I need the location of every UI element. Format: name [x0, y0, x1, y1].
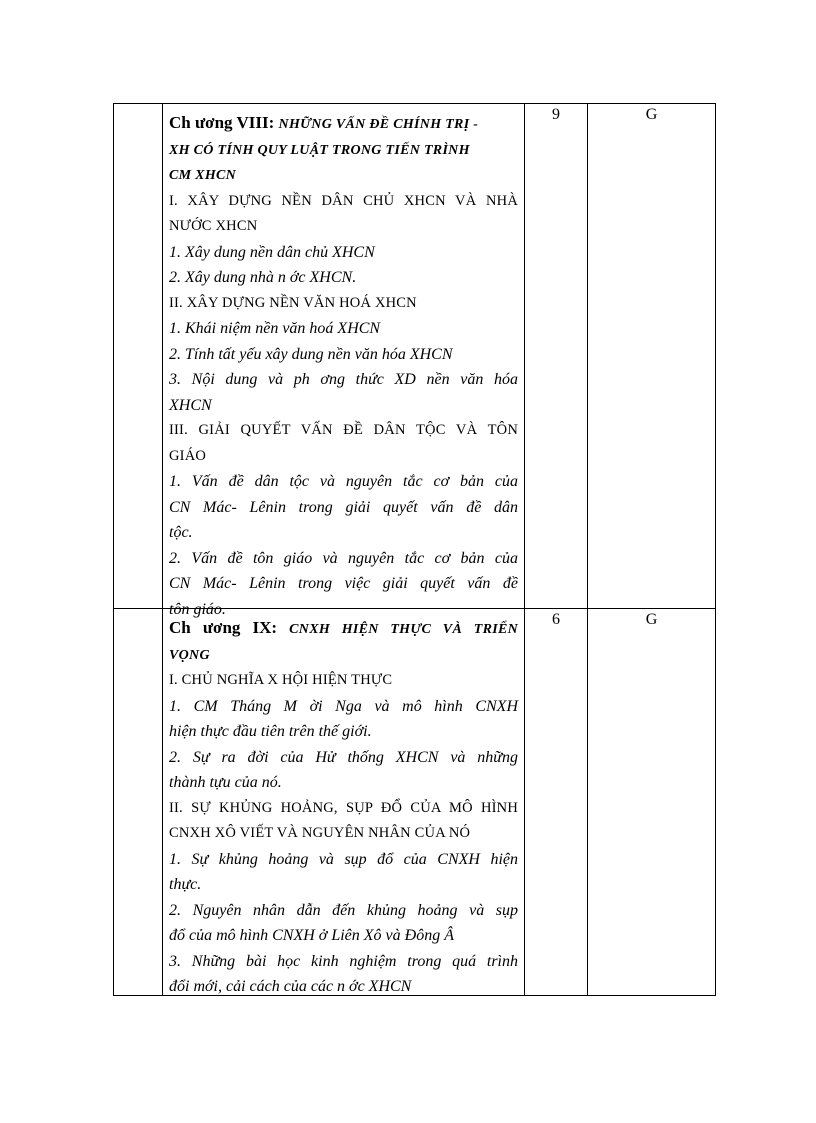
row-number-cell [114, 104, 163, 609]
list-item: 3. Nội dung và ph ơng thức XD nền văn hóa [169, 371, 518, 388]
section-heading: II. XÂY DỰNG NỀN VĂN HOÁ XHCN [169, 294, 417, 311]
section-heading: I. XÂY DỰNG NỀN DÂN CHỦ XHCN VÀ NHÀ [169, 192, 518, 209]
chapter-title: CNXH HIỆN THỰC VÀ TRIỂN [289, 622, 519, 637]
chapter-body [169, 189, 518, 623]
method-cell: G [588, 104, 716, 609]
chapter-heading [169, 110, 518, 138]
chapter-heading [169, 615, 518, 643]
section-heading: GIÁO [169, 447, 207, 464]
section-heading: I. CHỦ NGHĨA X HỘI HIỆN THỰC [169, 672, 393, 688]
table-row [114, 104, 716, 609]
list-item: CN Mác- Lênin trong giải quyết vấn đề dân [169, 498, 518, 516]
list-item: 1. CM Tháng M ời Nga và mô hình CNXH [169, 697, 518, 715]
section-heading: NƯỚC XHCN [169, 218, 258, 234]
list-item: CN Mác- Lênin trong việc giải quyết vấn đề [169, 575, 518, 592]
list-item: 2. Tính tất yếu xây dung nền văn hóa XHCN [169, 345, 453, 363]
chapter-title: NHỮNG VẤN ĐỀ CHÍNH TRỊ - [278, 117, 479, 132]
list-item: 2. Sự ra đời của Hử thống XHCN và những [169, 748, 518, 766]
curriculum-table [113, 103, 716, 996]
list-item: 3. Những bài học kinh nghiệm trong quá trình [169, 952, 518, 970]
chapter-body [169, 668, 518, 1000]
chapter-title-line: CM XHCN [169, 168, 237, 183]
list-item: đổi mới, cải cách của các n ớc XHCN [169, 978, 412, 995]
chapter-label: Ch ương IX: [169, 618, 278, 637]
list-item: thành tựu của nó. [169, 774, 282, 791]
list-item: 2. Nguyên nhân dẫn đến khủng hoảng và sụp [169, 901, 518, 919]
table-row [114, 609, 716, 996]
list-item: hiện thực đầu tiên trên thế giới. [169, 723, 372, 740]
section-heading: II. SỰ KHỦNG HOẢNG, SỤP ĐỔ CỦA MÔ HÌNH [169, 799, 518, 816]
content-cell [163, 104, 525, 618]
list-item: tộc. [169, 524, 193, 541]
chapter-title-line: VỌNG [169, 647, 210, 663]
row-number-cell [114, 609, 163, 996]
list-item: đổ của mô hình CNXH ở Liên Xô và Đông Â [169, 927, 454, 944]
list-item: 2. Vấn đề tôn giáo và nguyên tắc cơ bản của [169, 549, 518, 567]
list-item: tôn giáo. [169, 600, 226, 618]
section-heading: CNXH XÔ VIẾT VÀ NGUYÊN NHÂN CỦA NÓ [169, 825, 471, 841]
content-cell [163, 609, 525, 996]
list-item: XHCN [169, 396, 212, 414]
list-item: 1. Vấn đề dân tộc và nguyên tắc cơ bản của [169, 473, 518, 490]
method-cell: G [588, 609, 716, 996]
section-heading: III. GIẢI QUYẾT VẤN ĐỀ DÂN TỘC VÀ TÔN [169, 422, 518, 438]
chapter-label: Ch ương VIII: [169, 113, 275, 132]
list-item: 1. Sự khủng hoảng và sụp đổ của CNXH hiện [169, 850, 518, 868]
list-item: 2. Xây dung nhà n ớc XHCN. [169, 269, 357, 286]
list-item: 1. Khái niệm nền văn hoá XHCN [169, 320, 381, 337]
chapter-title-line: XH CÓ TÍNH QUY LUẬT TRONG TIẾN TRÌNH [169, 142, 470, 158]
hours-cell: 9 [525, 104, 588, 609]
hours-cell: 6 [525, 609, 588, 996]
list-item: 1. Xây dung nền dân chủ XHCN [169, 243, 375, 261]
list-item: thực. [169, 876, 202, 893]
